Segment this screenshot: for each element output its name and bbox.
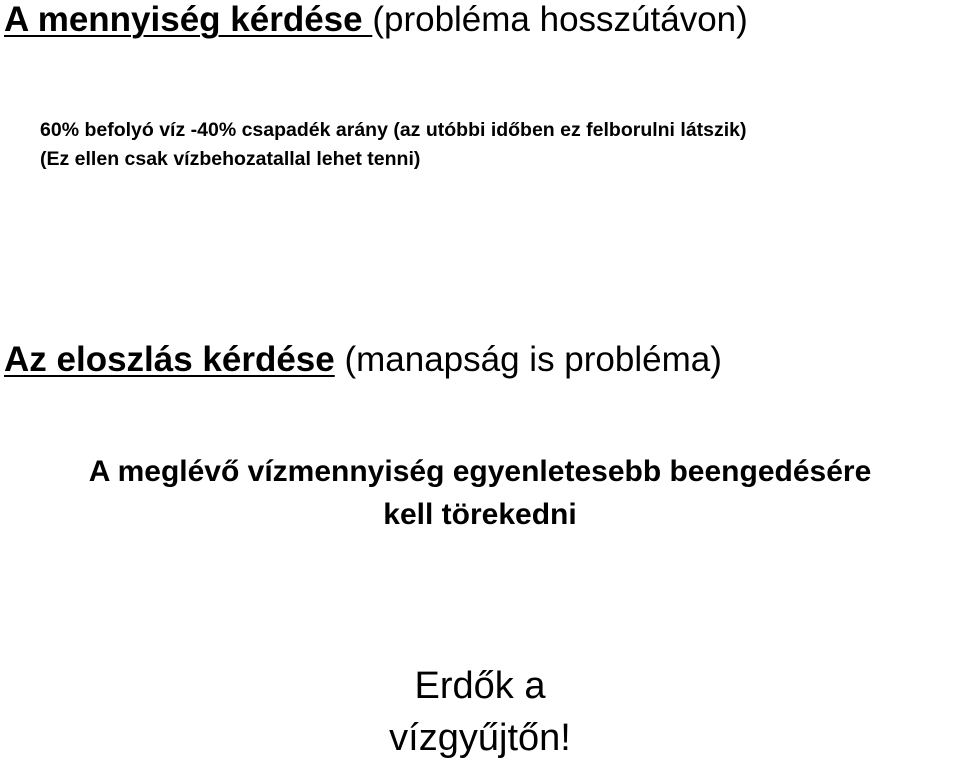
heading-distribution-question [4,340,722,380]
quantity-description-line-2: (Ez ellen csak vízbehozatallal lehet tenni) [40,148,421,170]
closing-statement [0,660,960,764]
quantity-description-line-1: 60% befolyó víz -40% csapadék arány (az utóbbi időben ez felborulni látszik) [40,119,747,141]
heading-quantity-bold: A mennyiség kérdése [4,0,373,39]
closing-statement-line-2: vízgyűjtőn! [389,717,571,759]
heading-quantity-question [4,0,748,40]
closing-statement-line-1: Erdők a [414,665,546,707]
distribution-description-line-1: A meglévő vízmennyiség egyenletesebb beengedésére [88,455,872,488]
heading-quantity-rest: (probléma hosszútávon) [372,0,748,39]
heading-distribution-bold: Az eloszlás kérdése [4,340,335,379]
distribution-description-line-2: kell törekedni [383,498,577,531]
quantity-description [40,116,747,174]
distribution-description [0,450,960,536]
heading-distribution-rest: (manapság is probléma) [334,340,722,379]
